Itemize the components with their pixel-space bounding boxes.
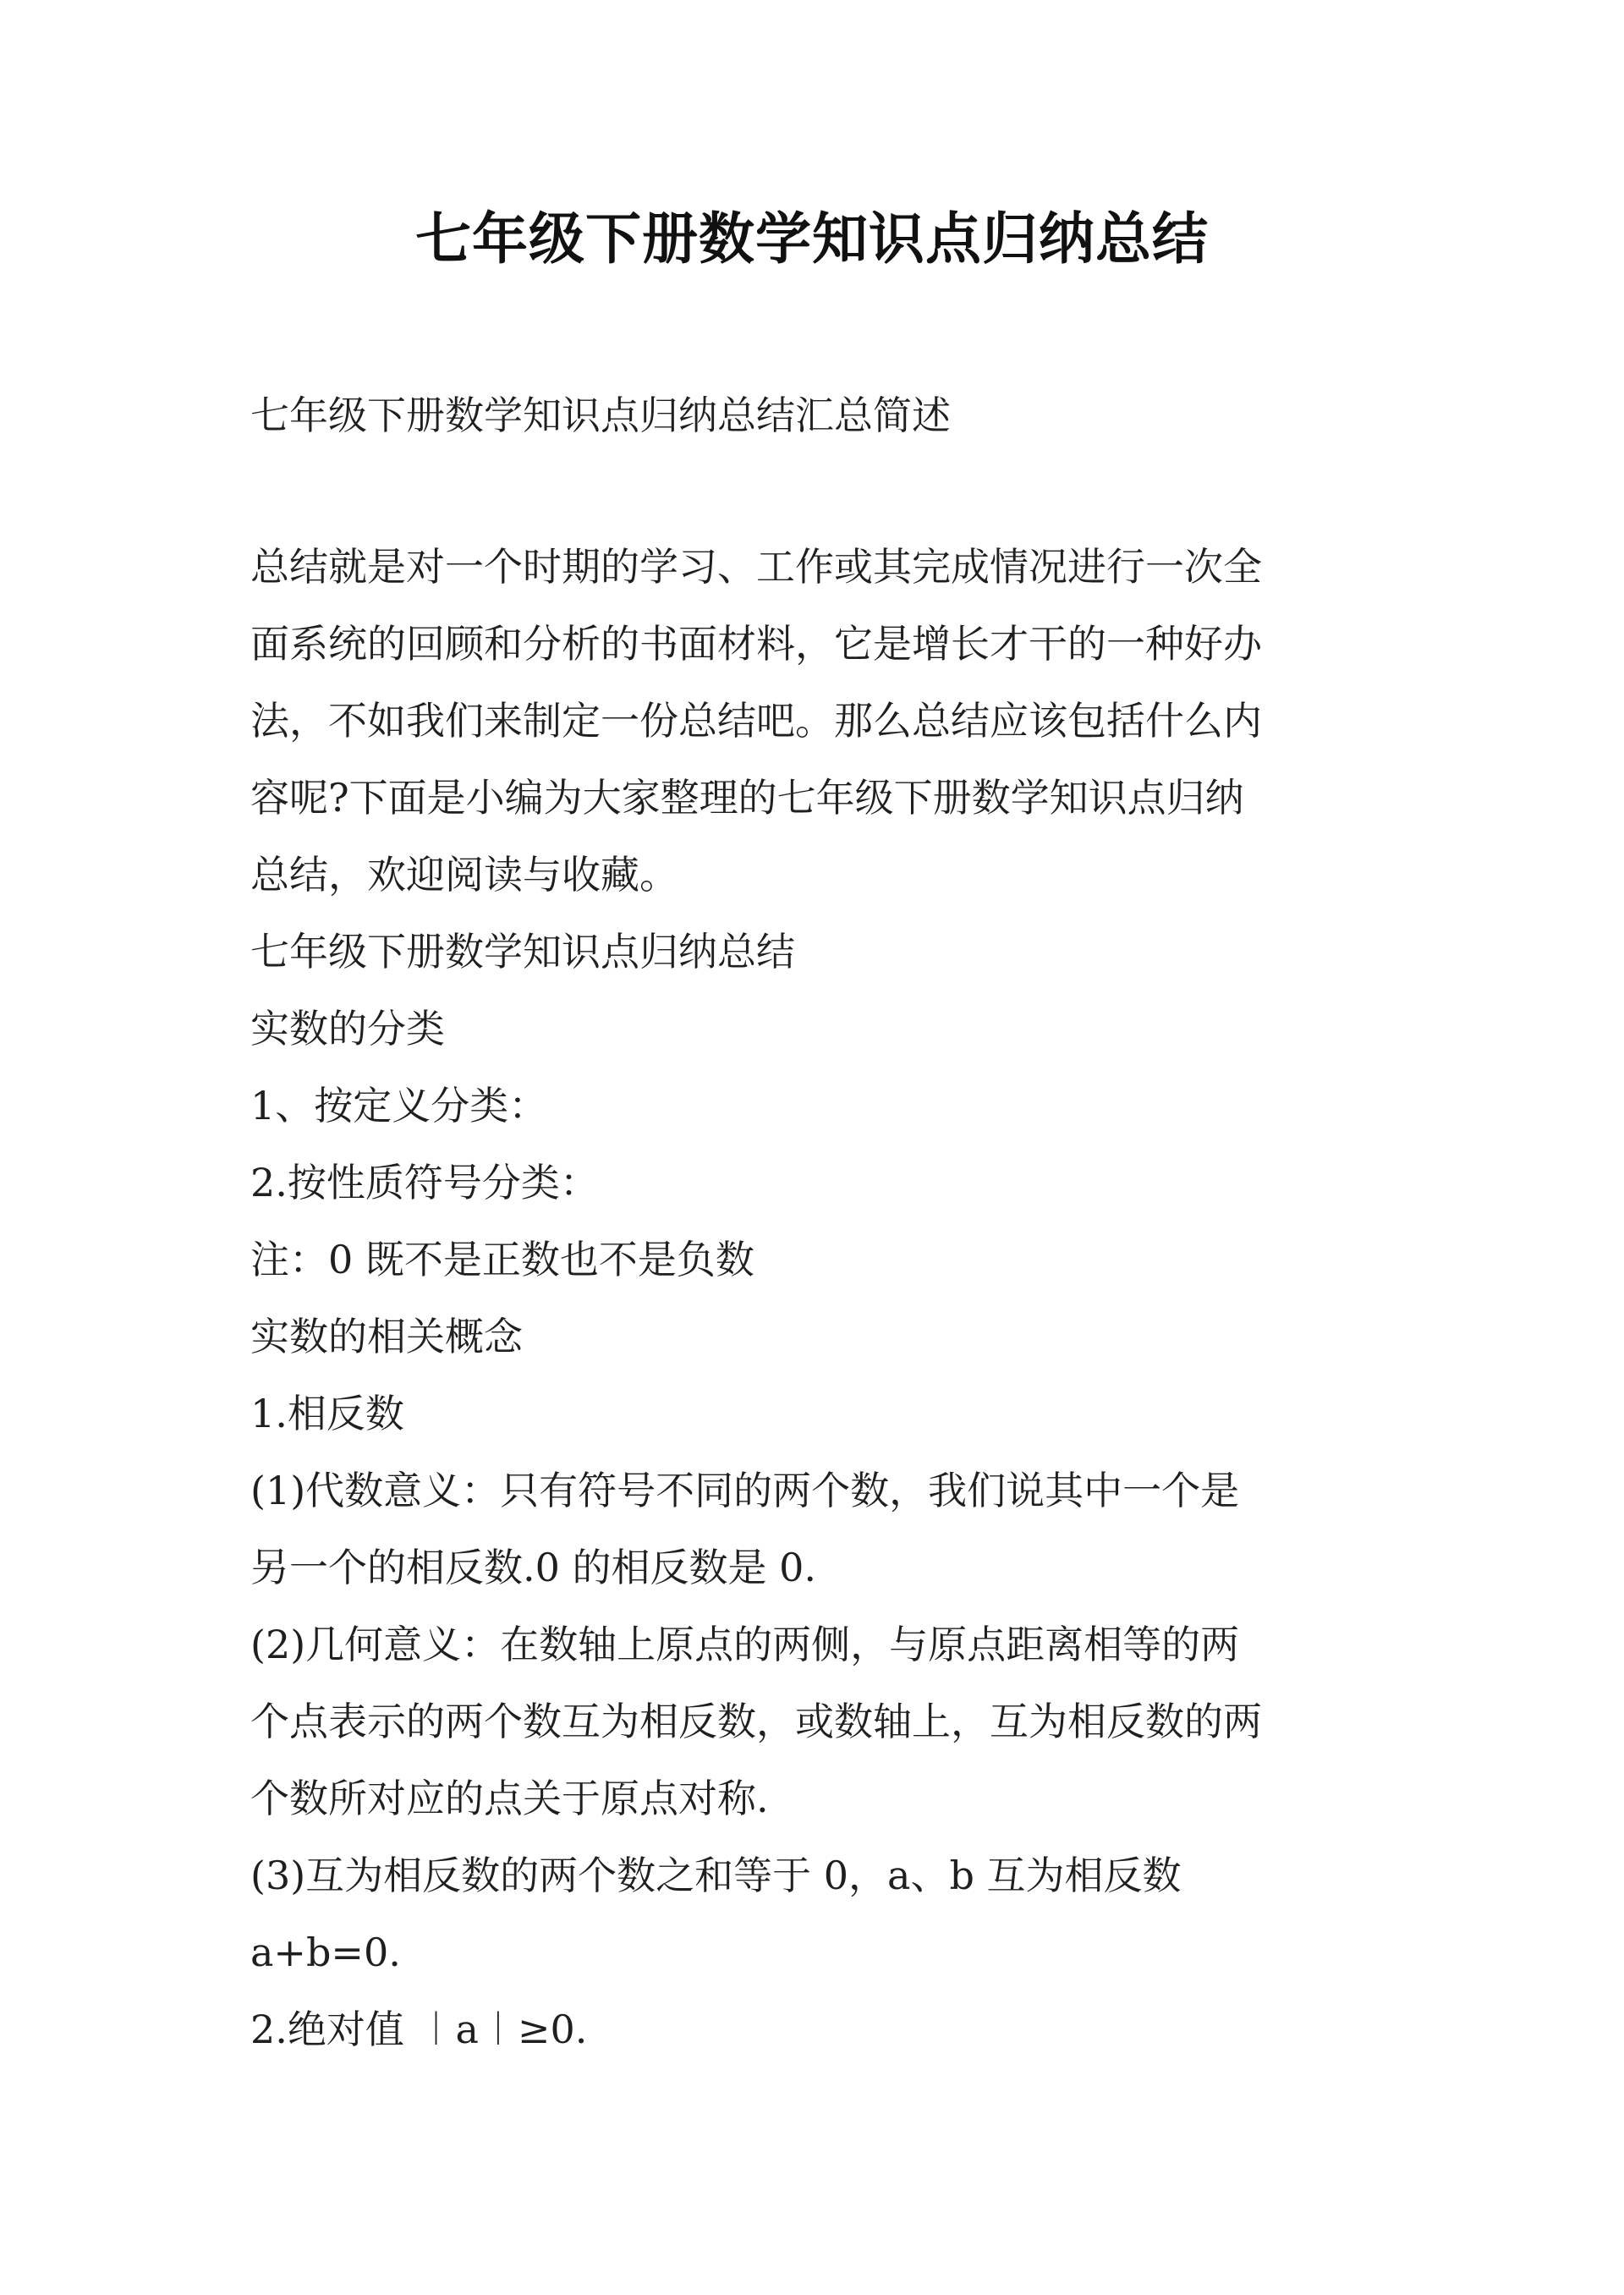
body-line: 个点表示的两个数互为相反数，或数轴上，互为相反数的两 [250, 1699, 1262, 1744]
intro-line: 总结就是对一个时期的学习、工作或其完成情况进行一次全 [250, 544, 1262, 590]
section-heading: 实数的相关概念 [250, 1314, 523, 1359]
body-line: 注：0 既不是正数也不是负数 [250, 1237, 754, 1282]
subtitle: 七年级下册数学知识点归纳总结汇总简述 [250, 393, 951, 438]
intro-line: 面系统的回顾和分析的书面材料，它是增长才干的一种好办 [250, 621, 1262, 667]
body-line: (1)代数意义：只有符号不同的两个数，我们说其中一个是 [250, 1468, 1240, 1513]
document-content [250, 377, 1388, 2068]
document-title: 七年级下册数学知识点归纳总结 [415, 206, 1209, 272]
body-line: a+b=0. [250, 1930, 401, 1975]
body-line: 1、按定义分类： [250, 1083, 548, 1128]
body-line: 2.按性质符号分类： [250, 1160, 599, 1205]
body-line: 2.绝对值 ︱a︱≥0. [250, 2007, 588, 2052]
body-line: (2)几何意义：在数轴上原点的两侧，与原点距离相等的两 [250, 1622, 1240, 1667]
body-line: (3)互为相反数的两个数之和等于 0，a、b 互为相反数 [250, 1853, 1182, 1898]
intro-line: 容呢?下面是小编为大家整理的七年级下册数学知识点归纳 [250, 775, 1244, 821]
section-heading: 七年级下册数学知识点归纳总结 [250, 929, 795, 975]
body-line: 个数所对应的点关于原点对称. [250, 1776, 769, 1821]
intro-line: 总结，欢迎阅读与收藏。 [250, 852, 678, 898]
body-line: 另一个的相反数.0 的相反数是 0. [250, 1545, 817, 1590]
body-line: 1.相反数 [250, 1391, 404, 1436]
section-heading: 实数的分类 [250, 1006, 445, 1051]
spacer [250, 454, 1388, 529]
intro-line: 法，不如我们来制定一份总结吧。那么总结应该包括什么内 [250, 698, 1262, 744]
